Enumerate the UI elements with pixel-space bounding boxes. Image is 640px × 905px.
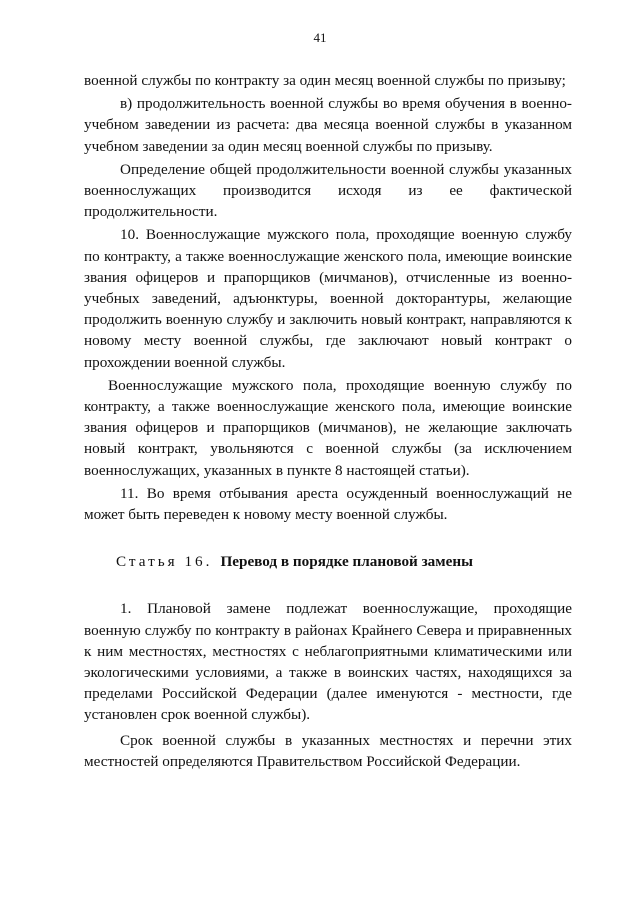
- article-label: Статья 16.: [116, 553, 213, 571]
- paragraph-article16-item-1: 1. Плановой замене подлежат военнослужащие, проходящие военную службу по контракту в районах Крайнего Севера и приравненных к ним местностях, местностях с неблагоприятными климатическими или экологическими условиями, а также в воинских частях, находящихся за пределами Российской Федерации (далее именуются - местности, где установлен срок военной службы).: [84, 600, 572, 724]
- article-title: Перевод в порядке плановой замены: [220, 553, 473, 571]
- paragraph-item-v: в) продолжительность военной службы во время обучения в военно-учебном заведении из расчета: два месяца военной службы в указанном учебном заведении за один месяц военной службы по призыву.: [84, 95, 572, 155]
- paragraph-not-wishing: Военнослужащие мужского пола, проходящие военную службу по контракту, а также военнослужащие женского пола, имеющие воинские звания офицеров и прапорщиков (мичманов), не желающие заключать новый контракт, увольняются с военной службы (за исключением военнослужащих, указанных в пункте 8 настоящей статьи).: [84, 376, 572, 479]
- paragraph-continuation: военной службы по контракту за один месяц военной службы по призыву;: [84, 72, 566, 89]
- document-body: [84, 70, 572, 772]
- paragraph-item-10: 10. Военнослужащие мужского пола, проходящие военную службу по контракту, а также военнослужащие женского пола, имеющие воинские звания офицеров и прапорщиков (мичманов), отчисленные из военно-учебных заведений, адъюнктуры, военной докторантуры, желающие продолжить военную службу и заключить новый контракт, направляются к новому месту военной службы, где заключают новый контракт о прохождении военной службы.: [84, 226, 572, 371]
- paragraph-determination: Определение общей продолжительности военной службы указанных военнослужащих производится исходя из ее фактической продолжительности.: [84, 160, 572, 221]
- page-number: 41: [313, 30, 327, 45]
- article-heading: [116, 551, 572, 572]
- paragraph-term-of-service: Срок военной службы в указанных местностях и перечни этих местностей определяются Правительством Российской Федерации.: [84, 731, 572, 770]
- paragraph-item-11: 11. Во время отбывания ареста осужденный военнослужащий не может быть переведен к новому месту военной службы.: [84, 484, 572, 524]
